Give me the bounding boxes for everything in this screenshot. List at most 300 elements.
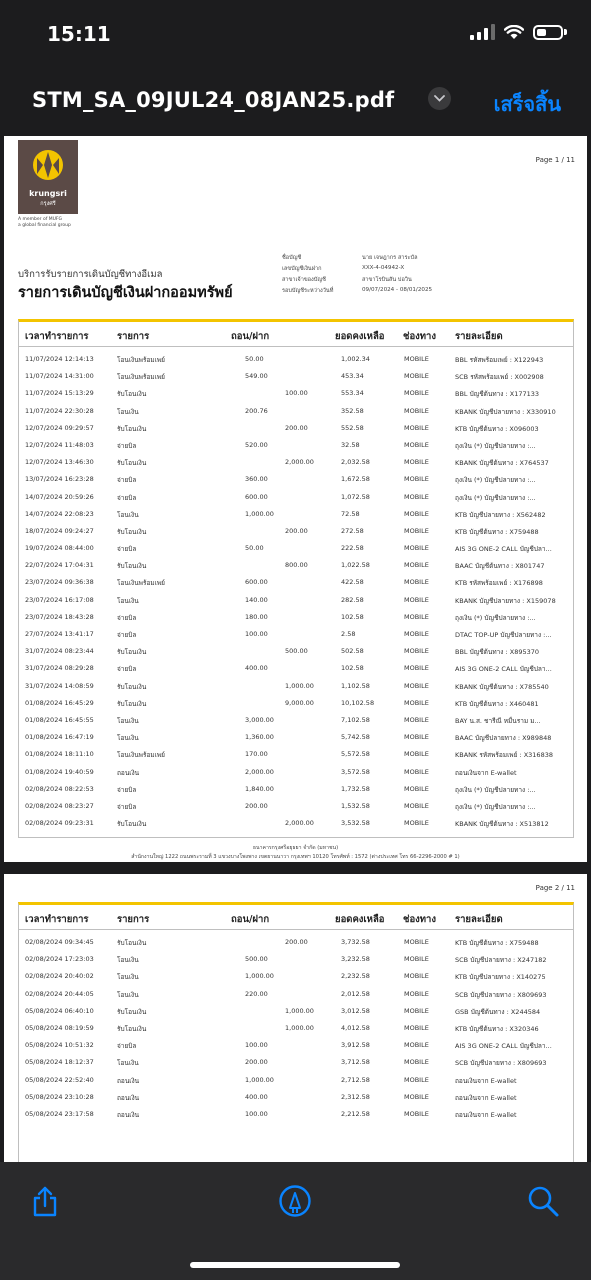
table-row xyxy=(19,711,573,728)
info-row xyxy=(282,265,432,276)
row-detail: ถุงเงิน (*) บัญชีปลายทาง :... xyxy=(455,441,536,450)
status-time: 15:11 xyxy=(47,22,111,46)
row-date: 02/08/2024 08:22:53 xyxy=(25,784,94,793)
row-withdraw: 220.00 xyxy=(245,989,268,998)
pdf-viewer[interactable] xyxy=(0,132,591,1162)
row-balance: 2,032.58 xyxy=(341,458,370,467)
row-deposit: 800.00 xyxy=(285,561,308,570)
row-balance: 2,712.58 xyxy=(341,1075,370,1084)
table-row xyxy=(19,608,573,625)
page-number: Page 2 / 11 xyxy=(535,884,575,892)
row-deposit: 100.00 xyxy=(285,389,308,398)
transaction-table xyxy=(18,902,574,1162)
table-row xyxy=(19,1019,573,1036)
row-type: รับโอนเงิน xyxy=(117,820,147,829)
row-channel: MOBILE xyxy=(404,561,429,570)
table-row xyxy=(19,402,573,419)
row-channel: MOBILE xyxy=(404,1058,429,1067)
row-type: โอนเงิน xyxy=(117,716,139,725)
table-row xyxy=(19,1036,573,1053)
row-balance: 1,672.58 xyxy=(341,475,370,484)
row-type: โอนเงิน xyxy=(117,734,139,743)
row-withdraw: 600.00 xyxy=(245,492,268,501)
header-date: เวลาทำรายการ xyxy=(25,331,89,342)
row-channel: MOBILE xyxy=(404,784,429,793)
table-row xyxy=(19,436,573,453)
row-balance: 5,572.58 xyxy=(341,750,370,759)
info-row xyxy=(282,287,432,298)
row-type: รับโอนเงิน xyxy=(117,424,147,433)
row-balance: 4,012.58 xyxy=(341,1023,370,1032)
row-detail: KBANK บัญชีต้นทาง : X513812 xyxy=(455,820,549,829)
mufg-line-2: a global financial group xyxy=(18,223,71,228)
table-row xyxy=(19,950,573,967)
row-detail: KTB บัญชีปลายทาง : X140275 xyxy=(455,973,546,982)
row-balance: 282.58 xyxy=(341,595,364,604)
row-detail: KBANK บัญชีต้นทาง : X764537 xyxy=(455,459,549,468)
table-row xyxy=(19,505,573,522)
row-detail: BBL บัญชีต้นทาง : X895370 xyxy=(455,648,540,657)
row-type: จ่ายบิล xyxy=(117,613,137,622)
row-detail: KTB บัญชีต้นทาง : X759488 xyxy=(455,939,539,947)
row-date: 02/08/2024 20:44:05 xyxy=(25,989,94,998)
row-balance: 1,072.58 xyxy=(341,492,370,501)
row-type: จ่ายบิล xyxy=(117,631,137,639)
row-channel: MOBILE xyxy=(404,1041,429,1050)
info-value: นาย เจษฎากร สาระบัล xyxy=(362,255,418,261)
row-detail: KBANK บัญชีปลายทาง : X330910 xyxy=(455,407,556,416)
row-balance: 7,102.58 xyxy=(341,715,370,724)
row-type: โอนเงินพร้อมเพย์ xyxy=(117,356,165,364)
row-withdraw: 1,360.00 xyxy=(245,733,274,742)
status-bar xyxy=(0,0,591,70)
row-type: โอนเงิน xyxy=(117,973,139,982)
row-detail: KTB รหัสพร้อมเพย์ : X176898 xyxy=(455,579,543,588)
row-type: รับโอนเงิน xyxy=(117,459,147,468)
row-channel: MOBILE xyxy=(404,733,429,742)
row-balance: 272.58 xyxy=(341,526,364,535)
row-detail: KTB บัญชีต้นทาง : X460481 xyxy=(455,699,539,708)
table-row xyxy=(19,1088,573,1105)
row-detail: ถอนเงินจาก E-wallet xyxy=(455,1076,517,1085)
table-row xyxy=(19,659,573,676)
row-channel: MOBILE xyxy=(404,647,429,656)
row-date: 12/07/2024 13:46:30 xyxy=(25,458,94,467)
row-channel: MOBILE xyxy=(404,630,429,638)
row-deposit: 2,000.00 xyxy=(285,458,314,467)
table-row xyxy=(19,367,573,384)
row-detail: KBANK บัญชีต้นทาง : X785540 xyxy=(455,682,549,691)
row-type: รับโอนเงิน xyxy=(117,562,147,571)
row-channel: MOBILE xyxy=(404,664,429,673)
row-channel: MOBILE xyxy=(404,681,429,690)
row-type: ถอนเงิน xyxy=(117,1076,140,1085)
header-detail: รายละเอียด xyxy=(455,331,503,342)
header-type: รายการ xyxy=(117,914,150,925)
row-type: จ่ายบิล xyxy=(117,441,137,450)
row-date: 12/07/2024 11:48:03 xyxy=(25,440,94,449)
row-date: 05/08/2024 08:19:59 xyxy=(25,1023,94,1032)
row-withdraw: 1,000.00 xyxy=(245,972,274,981)
row-date: 13/07/2024 16:23:28 xyxy=(25,475,94,484)
row-balance: 1,532.58 xyxy=(341,801,370,810)
row-channel: MOBILE xyxy=(404,989,429,998)
table-row xyxy=(19,745,573,762)
row-balance: 5,742.58 xyxy=(341,733,370,742)
table-row xyxy=(19,985,573,1002)
row-date: 02/08/2024 09:34:45 xyxy=(25,938,94,946)
footer-line-1: ธนาคารกรุงศรีอยุธยา จำกัด (มหาชน) xyxy=(252,845,339,851)
row-balance: 102.58 xyxy=(341,612,364,621)
row-type: รับโอนเงิน xyxy=(117,1024,147,1033)
row-detail: KTB บัญชีต้นทาง : X096003 xyxy=(455,424,539,433)
row-date: 12/07/2024 09:29:57 xyxy=(25,423,94,432)
row-detail: BBL บัญชีต้นทาง : X177133 xyxy=(455,390,540,399)
row-date: 02/08/2024 20:40:02 xyxy=(25,972,94,981)
row-detail: ถอนเงินจาก E-wallet xyxy=(455,768,517,777)
table-header xyxy=(19,905,573,930)
row-balance: 3,532.58 xyxy=(341,819,370,828)
row-channel: MOBILE xyxy=(404,767,429,776)
table-row xyxy=(19,470,573,487)
row-channel: MOBILE xyxy=(404,972,429,981)
row-balance: 3,012.58 xyxy=(341,1006,370,1015)
row-date: 02/08/2024 08:23:27 xyxy=(25,801,94,810)
row-channel: MOBILE xyxy=(404,458,429,467)
row-type: รับโอนเงิน xyxy=(117,699,147,708)
row-balance: 2,232.58 xyxy=(341,972,370,981)
row-withdraw: 50.00 xyxy=(245,355,264,363)
info-label: ชื่อบัญชี xyxy=(282,255,302,261)
row-date: 01/08/2024 19:40:59 xyxy=(25,767,94,776)
row-type: จ่ายบิล xyxy=(117,545,137,554)
row-detail: GSB บัญชีต้นทาง : X244584 xyxy=(455,1007,541,1016)
transaction-table xyxy=(18,319,574,838)
row-date: 14/07/2024 22:08:23 xyxy=(25,509,94,518)
row-detail: KTB บัญชีต้นทาง : X320346 xyxy=(455,1024,539,1033)
row-channel: MOBILE xyxy=(404,475,429,484)
table-row xyxy=(19,642,573,659)
row-detail: AIS 3G ONE-2 CALL บัญชีปลา... xyxy=(455,545,552,554)
row-type: โอนเงินพร้อมเพย์ xyxy=(117,751,165,760)
row-withdraw: 100.00 xyxy=(245,1109,268,1118)
row-withdraw: 180.00 xyxy=(245,612,268,621)
row-detail: BAY น.ส. ชารีณี หมื่นราม ม... xyxy=(455,716,541,725)
row-channel: MOBILE xyxy=(404,819,429,828)
table-row xyxy=(19,522,573,539)
row-detail: ถอนเงินจาก E-wallet xyxy=(455,1110,517,1119)
row-detail: SCB บัญชีปลายทาง : X247182 xyxy=(455,956,547,965)
row-channel: MOBILE xyxy=(404,492,429,501)
row-balance: 3,572.58 xyxy=(341,767,370,776)
row-withdraw: 500.00 xyxy=(245,955,268,964)
service-text: บริการรับรายการเดินบัญชีทางอีเมล xyxy=(18,269,163,280)
statement-title: รายการเดินบัญชีเงินฝากออมทรัพย์ xyxy=(18,285,233,301)
markup-icon[interactable] xyxy=(278,1184,312,1218)
row-withdraw: 170.00 xyxy=(245,750,268,759)
row-balance: 2,012.58 xyxy=(341,989,370,998)
row-balance: 72.58 xyxy=(341,509,360,518)
account-info xyxy=(282,254,432,298)
row-withdraw: 400.00 xyxy=(245,664,268,673)
row-detail: ถุงเงิน (*) บัญชีปลายทาง :... xyxy=(455,613,536,622)
row-balance: 2,312.58 xyxy=(341,1092,370,1101)
row-type: รับโอนเงิน xyxy=(117,939,147,947)
row-date: 31/07/2024 08:23:44 xyxy=(25,647,94,656)
row-type: รับโอนเงิน xyxy=(117,648,147,657)
row-channel: MOBILE xyxy=(404,1023,429,1032)
page-number: Page 1 / 11 xyxy=(535,156,575,164)
row-deposit: 500.00 xyxy=(285,647,308,656)
row-type: โอนเงินพร้อมเพย์ xyxy=(117,373,165,382)
table-body xyxy=(19,347,573,831)
row-channel: MOBILE xyxy=(404,1006,429,1015)
logo-sub-text: กรุงศรี xyxy=(40,201,56,207)
header-balance: ยอดคงเหลือ xyxy=(335,914,385,925)
row-type: จ่ายบิล xyxy=(117,493,137,502)
row-date: 02/08/2024 17:23:03 xyxy=(25,955,94,964)
row-balance: 3,732.58 xyxy=(341,938,370,946)
row-type: โอนเงินพร้อมเพย์ xyxy=(117,579,165,588)
row-balance: 3,232.58 xyxy=(341,955,370,964)
row-channel: MOBILE xyxy=(404,509,429,518)
row-withdraw: 549.00 xyxy=(245,372,268,381)
row-channel: MOBILE xyxy=(404,955,429,964)
row-deposit: 1,000.00 xyxy=(285,1006,314,1015)
table-row xyxy=(19,625,573,642)
row-type: รับโอนเงิน xyxy=(117,682,147,691)
row-balance: 3,712.58 xyxy=(341,1058,370,1067)
row-date: 11/07/2024 12:14:13 xyxy=(25,355,94,363)
table-row xyxy=(19,419,573,436)
row-balance: 1,102.58 xyxy=(341,681,370,690)
cellular-signal-icon xyxy=(470,24,495,40)
row-date: 11/07/2024 22:30:28 xyxy=(25,406,94,415)
row-channel: MOBILE xyxy=(404,544,429,553)
row-date: 11/07/2024 15:13:29 xyxy=(25,389,94,398)
row-date: 27/07/2024 13:41:17 xyxy=(25,630,94,638)
row-withdraw: 200.00 xyxy=(245,801,268,810)
table-row xyxy=(19,573,573,590)
row-date: 05/08/2024 06:40:10 xyxy=(25,1006,94,1015)
row-detail: KBANK บัญชีปลายทาง : X159078 xyxy=(455,596,556,605)
row-detail: ถอนเงินจาก E-wallet xyxy=(455,1093,517,1102)
row-channel: MOBILE xyxy=(404,355,429,363)
footer-line-2: สำนักงานใหญ่ 1222 ถนนพระรามที่ 3 แขวงบางโพงพาง เขตยานนาวา กรุงเทพฯ 10120 โทรศัพท์ : 1572 (ต่างประเทศ โทร 66-2296-2000 # 1) xyxy=(131,854,460,860)
row-channel: MOBILE xyxy=(404,715,429,724)
row-channel: MOBILE xyxy=(404,423,429,432)
row-deposit: 1,000.00 xyxy=(285,1023,314,1032)
table-row xyxy=(19,1002,573,1019)
search-icon[interactable] xyxy=(526,1184,560,1218)
row-balance: 502.58 xyxy=(341,647,364,656)
header-type: รายการ xyxy=(117,331,150,342)
row-withdraw: 140.00 xyxy=(245,595,268,604)
info-value: สาขาโรบินสัน บ่อวิน xyxy=(362,277,412,283)
row-date: 01/08/2024 16:45:55 xyxy=(25,715,94,724)
row-channel: MOBILE xyxy=(404,612,429,621)
row-date: 05/08/2024 18:12:37 xyxy=(25,1058,94,1067)
row-type: ถอนเงิน xyxy=(117,768,140,777)
row-detail: KTB บัญชีต้นทาง : X759488 xyxy=(455,527,539,536)
krungsri-logo xyxy=(18,140,78,214)
row-withdraw: 400.00 xyxy=(245,1092,268,1101)
table-row xyxy=(19,1105,573,1122)
row-channel: MOBILE xyxy=(404,526,429,535)
table-row xyxy=(19,350,573,367)
row-type: ถอนเงิน xyxy=(117,1110,140,1119)
row-date: 01/08/2024 18:11:10 xyxy=(25,750,94,759)
row-channel: MOBILE xyxy=(404,698,429,707)
row-balance: 3,912.58 xyxy=(341,1041,370,1050)
row-deposit: 2,000.00 xyxy=(285,819,314,828)
row-balance: 553.34 xyxy=(341,389,364,398)
row-type: โอนเงิน xyxy=(117,407,139,416)
title-menu-button[interactable] xyxy=(428,87,451,110)
row-channel: MOBILE xyxy=(404,1075,429,1084)
header-channel: ช่องทาง xyxy=(403,331,437,342)
row-date: 05/08/2024 23:17:58 xyxy=(25,1109,94,1118)
row-type: จ่ายบิล xyxy=(117,802,137,811)
header-detail: รายละเอียด xyxy=(455,914,503,925)
row-detail: SCB บัญชีปลายทาง : X809693 xyxy=(455,990,547,999)
done-button[interactable]: เสร็จสิ้น xyxy=(493,92,561,116)
row-withdraw: 600.00 xyxy=(245,578,268,587)
row-type: จ่ายบิล xyxy=(117,1042,137,1051)
row-balance: 1,732.58 xyxy=(341,784,370,793)
row-withdraw: 2,000.00 xyxy=(245,767,274,776)
row-balance: 2.58 xyxy=(341,630,356,638)
row-date: 23/07/2024 18:43:28 xyxy=(25,612,94,621)
row-date: 19/07/2024 08:44:00 xyxy=(25,544,94,553)
row-detail: KBANK รหัสพร้อมเพย์ : X316838 xyxy=(455,751,553,760)
row-type: รับโอนเงิน xyxy=(117,1007,147,1016)
row-date: 01/08/2024 16:45:29 xyxy=(25,698,94,707)
header-date: เวลาทำรายการ xyxy=(25,914,89,925)
row-withdraw: 1,000.00 xyxy=(245,509,274,518)
table-row xyxy=(19,453,573,470)
header-channel: ช่องทาง xyxy=(403,914,437,925)
table-row xyxy=(19,694,573,711)
info-value: 09/07/2024 - 08/01/2025 xyxy=(362,287,433,293)
row-detail: SCB รหัสพร้อมเพย์ : X002908 xyxy=(455,373,544,382)
table-row xyxy=(19,488,573,505)
row-date: 05/08/2024 23:10:28 xyxy=(25,1092,94,1101)
row-balance: 352.58 xyxy=(341,406,364,415)
table-row xyxy=(19,556,573,573)
row-withdraw: 1,840.00 xyxy=(245,784,274,793)
row-balance: 422.58 xyxy=(341,578,364,587)
row-detail: ถุงเงิน (*) บัญชีปลายทาง :... xyxy=(455,785,536,794)
table-row xyxy=(19,539,573,556)
table-row xyxy=(19,591,573,608)
row-balance: 32.58 xyxy=(341,440,360,449)
row-date: 31/07/2024 08:29:28 xyxy=(25,664,94,673)
table-row xyxy=(19,1053,573,1070)
row-balance: 10,102.58 xyxy=(341,698,375,707)
row-withdraw: 1,000.00 xyxy=(245,1075,274,1084)
row-channel: MOBILE xyxy=(404,389,429,398)
row-deposit: 9,000.00 xyxy=(285,698,314,707)
row-withdraw: 360.00 xyxy=(245,475,268,484)
table-row xyxy=(19,763,573,780)
row-channel: MOBILE xyxy=(404,1092,429,1101)
row-balance: 1,002.34 xyxy=(341,355,370,363)
row-balance: 222.58 xyxy=(341,544,364,553)
row-detail: AIS 3G ONE-2 CALL บัญชีปลา... xyxy=(455,665,552,674)
row-channel: MOBILE xyxy=(404,938,429,946)
logo-mark-icon xyxy=(18,140,78,188)
row-detail: BAAC บัญชีต้นทาง : X801747 xyxy=(455,562,545,571)
row-channel: MOBILE xyxy=(404,595,429,604)
row-deposit: 200.00 xyxy=(285,423,308,432)
logo-brand-text: krungsri xyxy=(29,189,67,198)
row-withdraw: 100.00 xyxy=(245,630,268,638)
wifi-icon xyxy=(504,25,524,40)
row-detail: ถุงเงิน (*) บัญชีปลายทาง :... xyxy=(455,476,536,485)
row-detail: AIS 3G ONE-2 CALL บัญชีปลา... xyxy=(455,1042,552,1051)
table-row xyxy=(19,728,573,745)
header-amount: ถอน/ฝาก xyxy=(231,331,270,342)
row-date: 01/08/2024 16:47:19 xyxy=(25,733,94,742)
row-withdraw: 200.76 xyxy=(245,406,268,415)
share-icon[interactable] xyxy=(28,1184,62,1218)
row-type: รับโอนเงิน xyxy=(117,390,147,399)
status-icons xyxy=(470,24,567,40)
home-indicator xyxy=(190,1262,400,1268)
row-channel: MOBILE xyxy=(404,801,429,810)
table-row xyxy=(19,933,573,950)
row-detail: DTAC TOP-UP บัญชีปลายทาง :... xyxy=(455,631,552,639)
document-title[interactable]: STM_SA_09JUL24_08JAN25.pdf xyxy=(32,88,395,112)
row-type: โอนเงิน xyxy=(117,510,139,519)
row-deposit: 200.00 xyxy=(285,526,308,535)
table-header xyxy=(19,322,573,347)
row-type: จ่ายบิล xyxy=(117,476,137,485)
row-date: 05/08/2024 10:51:32 xyxy=(25,1041,94,1050)
row-type: จ่ายบิล xyxy=(117,665,137,674)
row-detail: ถุงเงิน (*) บัญชีปลายทาง :... xyxy=(455,493,536,502)
table-row xyxy=(19,780,573,797)
row-withdraw: 3,000.00 xyxy=(245,715,274,724)
row-withdraw: 520.00 xyxy=(245,440,268,449)
row-balance: 1,022.58 xyxy=(341,561,370,570)
info-value: XXX-4-04942-X xyxy=(362,265,405,271)
nav-bar xyxy=(0,70,591,132)
row-type: จ่ายบิล xyxy=(117,785,137,794)
row-type: โอนเงิน xyxy=(117,990,139,999)
row-date: 11/07/2024 14:31:00 xyxy=(25,372,94,381)
table-row xyxy=(19,814,573,831)
row-date: 14/07/2024 20:59:26 xyxy=(25,492,94,501)
header-amount: ถอน/ฝาก xyxy=(231,914,270,925)
row-balance: 2,212.58 xyxy=(341,1109,370,1118)
row-detail: ถุงเงิน (*) บัญชีปลายทาง :... xyxy=(455,802,536,811)
row-withdraw: 200.00 xyxy=(245,1058,268,1067)
row-date: 18/07/2024 09:24:27 xyxy=(25,526,94,535)
row-detail: BBL รหัสพร้อมเพย์ : X122943 xyxy=(455,356,544,364)
row-date: 31/07/2024 14:08:59 xyxy=(25,681,94,690)
info-label: สาขาเจ้าของบัญชี xyxy=(282,277,326,283)
row-withdraw: 100.00 xyxy=(245,1041,268,1050)
chevron-down-icon xyxy=(434,95,445,102)
row-date: 05/08/2024 22:52:40 xyxy=(25,1075,94,1084)
row-type: โอนเงิน xyxy=(117,956,139,965)
info-row xyxy=(282,276,432,287)
row-balance: 102.58 xyxy=(341,664,364,673)
row-channel: MOBILE xyxy=(404,372,429,381)
row-date: 23/07/2024 09:36:38 xyxy=(25,578,94,587)
